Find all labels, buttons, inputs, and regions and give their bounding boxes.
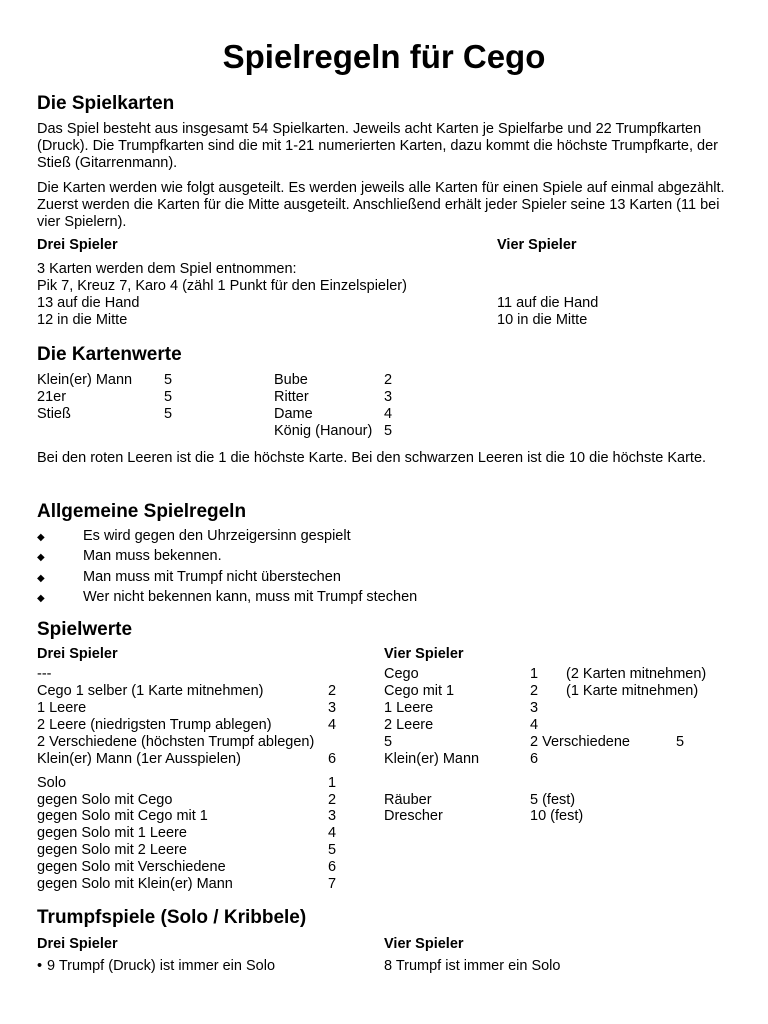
game-name: gegen Solo mit 2 Leere [37, 842, 187, 858]
game-name: Cego [384, 666, 419, 682]
diamond-bullet-icon: ◆ [37, 593, 45, 604]
page-title: Spielregeln für Cego [222, 38, 546, 75]
game-value: 4 [328, 825, 337, 841]
trumpf-item: 9 Trumpf (Druck) ist immer ein Solo [47, 958, 276, 974]
paragraph-spielkarten-1: Das Spiel besteht aus insgesamt 54 Spielkarten. Jeweils acht Karten je Spielfarbe und 22 Trumpfkarten (Druck). Die Trumpfkarten sind die mit 1-21 numerierten Karten, dazu kommt die höchste Trumpfkarte, der Stieß (Gitarrenmann). [37, 121, 718, 171]
card-value: 4 [384, 406, 393, 422]
card-value: 5 [384, 423, 393, 439]
game-name: Solo [37, 775, 67, 791]
game-value: 1 [530, 666, 539, 682]
game-name: Drescher [384, 808, 443, 824]
card-name: Bube [274, 372, 308, 388]
rule-item: Man muss bekennen. [83, 548, 222, 564]
section-heading-spielwerte: Spielwerte [37, 619, 133, 640]
card-name: 21er [37, 389, 67, 405]
drei-line: 13 auf die Hand [37, 295, 140, 311]
rule-item: Man muss mit Trumpf nicht überstechen [83, 569, 341, 585]
game-value: 5 (fest) [530, 792, 576, 808]
game-value: 6 [328, 751, 337, 767]
trumpf-item: 8 Trumpf ist immer ein Solo [384, 958, 561, 974]
game-value: 4 [530, 717, 539, 733]
card-name: König (Hanour) [274, 423, 373, 439]
game-name: Klein(er) Mann [384, 751, 480, 767]
game-name: 1 Leere [384, 700, 434, 716]
game-name: Cego 1 selber (1 Karte mitnehmen) [37, 683, 264, 699]
game-value: 6 [530, 751, 539, 767]
section-heading-kartenwerte: Die Kartenwerte [37, 344, 182, 365]
diamond-bullet-icon: ◆ [37, 573, 45, 584]
label-drei-spieler: Drei Spieler [37, 237, 118, 253]
game-note: (2 Karten mitnehmen) [566, 666, 707, 682]
card-value: 2 [384, 372, 393, 388]
rule-item: Es wird gegen den Uhrzeigersinn gespielt [83, 528, 351, 544]
card-name: Dame [274, 406, 313, 422]
game-value: 4 [328, 717, 337, 733]
drei-line: Pik 7, Kreuz 7, Karo 4 (zähl 1 Punkt für den Einzelspieler) [37, 278, 407, 294]
game-note: (1 Karte mitnehmen) [566, 683, 699, 699]
drei-line: 3 Karten werden dem Spiel entnommen: [37, 261, 297, 277]
game-name: 1 Leere [37, 700, 87, 716]
game-name: gegen Solo mit 1 Leere [37, 825, 187, 841]
paragraph-kartenwerte-note: Bei den roten Leeren ist die 1 die höchste Karte. Bei den schwarzen Leeren ist die 10 die höchste Karte. [37, 450, 707, 466]
label-vier-spieler: Vier Spieler [384, 646, 464, 662]
card-name: Ritter [274, 389, 309, 405]
game-name: 5 [384, 734, 393, 750]
section-heading-trumpf: Trumpfspiele (Solo / Kribbele) [37, 907, 307, 928]
game-value: 3 [328, 808, 337, 824]
card-name: Stieß [37, 406, 71, 422]
game-value: 10 (fest) [530, 808, 584, 824]
section-heading-allgemein: Allgemeine Spielregeln [37, 501, 247, 522]
diamond-bullet-icon: ◆ [37, 552, 45, 563]
game-value: 6 [328, 859, 337, 875]
card-name: Klein(er) Mann [37, 372, 133, 388]
game-name: 2 Verschiedene (höchsten Trumpf ablegen) [37, 734, 315, 750]
vier-line: 10 in die Mitte [497, 312, 588, 328]
game-name: 2 Leere [384, 717, 434, 733]
label-drei-spieler: Drei Spieler [37, 936, 118, 952]
game-name: Cego mit 1 [384, 683, 455, 699]
game-name: 2 Leere (niedrigsten Trump ablegen) [37, 717, 272, 733]
diamond-bullet-icon: ◆ [37, 532, 45, 543]
game-name: gegen Solo mit Cego [37, 792, 173, 808]
game-name: gegen Solo mit Klein(er) Mann [37, 876, 233, 892]
game-note: 5 [676, 734, 685, 750]
round-bullet-icon: • [37, 958, 43, 974]
game-name: gegen Solo mit Verschiedene [37, 859, 226, 875]
game-value: 1 [328, 775, 337, 791]
game-value: 5 [328, 842, 337, 858]
game-value: 7 [328, 876, 337, 892]
game-value: 3 [328, 700, 337, 716]
game-value: 2 [328, 792, 337, 808]
section-heading-spielkarten: Die Spielkarten [37, 93, 175, 114]
label-drei-spieler: Drei Spieler [37, 646, 118, 662]
label-vier-spieler: Vier Spieler [384, 936, 464, 952]
game-value: 2 [328, 683, 337, 699]
game-name: --- [37, 666, 52, 682]
paragraph-spielkarten-2: Die Karten werden wie folgt ausgeteilt. Es werden jeweils alle Karten für einen Spiele auf einmal abgezählt. Zuerst werden die Karten für die Mitte ausgeteilt. Anschließend erhält jeder Spieler seine 13 Karten (11 bei vier Spielern). [37, 180, 725, 230]
game-value: 2 [530, 683, 539, 699]
label-vier-spieler: Vier Spieler [497, 237, 577, 253]
game-name: gegen Solo mit Cego mit 1 [37, 808, 208, 824]
drei-line: 12 in die Mitte [37, 312, 128, 328]
rule-item: Wer nicht bekennen kann, muss mit Trumpf stechen [83, 589, 418, 605]
card-value: 5 [164, 372, 173, 388]
game-value: 3 [530, 700, 539, 716]
card-value: 5 [164, 406, 173, 422]
card-value: 5 [164, 389, 173, 405]
game-name: Klein(er) Mann (1er Ausspielen) [37, 751, 241, 767]
game-value: 2 Verschiedene [530, 734, 630, 750]
vier-line: 11 auf die Hand [497, 295, 599, 311]
card-value: 3 [384, 389, 393, 405]
game-name: Räuber [384, 792, 432, 808]
